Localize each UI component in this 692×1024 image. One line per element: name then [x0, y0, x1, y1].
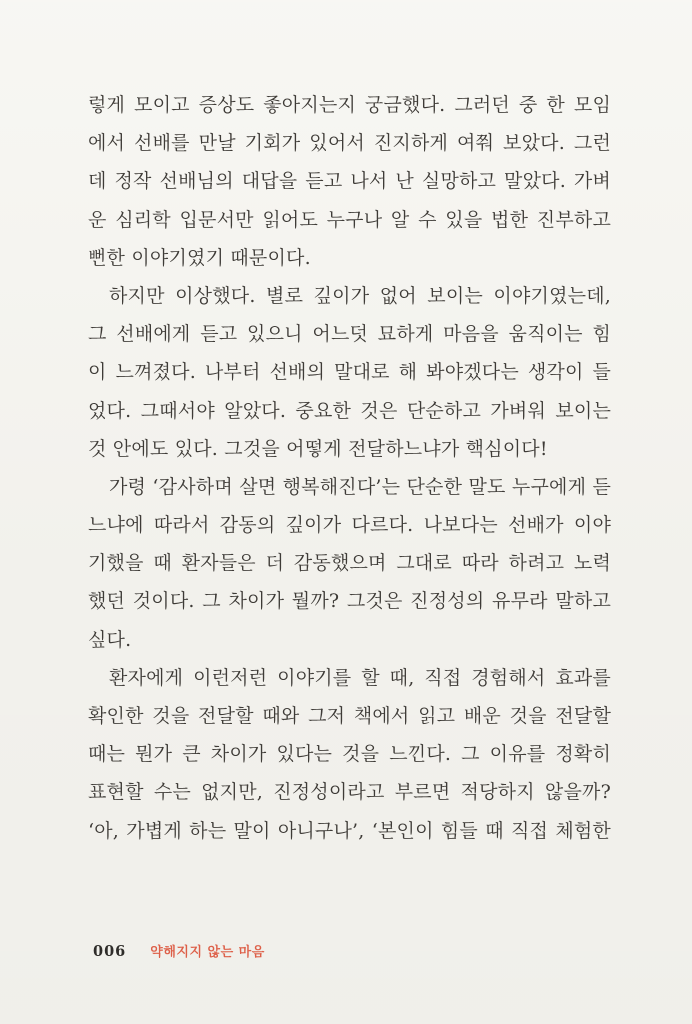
- text-line: 이 느껴졌다. 나부터 선배의 말대로 해 봐야겠다는 생각이 들: [88, 361, 611, 384]
- text-line: 표현할 수는 없지만, 진정성이라고 부르면 적당하지 않을까?: [88, 781, 611, 804]
- text-line: 운 심리학 입문서만 읽어도 누구나 알 수 있을 법한 진부하고: [88, 208, 611, 231]
- text-line: 에서 선배를 만날 기회가 있어서 진지하게 여쭤 보았다. 그런: [88, 132, 611, 155]
- footer: [93, 941, 265, 960]
- text-block: [88, 86, 611, 850]
- text-line: 그 선배에게 듣고 있으니 어느덧 묘하게 마음을 움직이는 힘: [88, 323, 611, 346]
- text-line: 싶다.: [88, 628, 132, 651]
- text-line: 것 안에도 있다. 그것을 어떻게 전달하느냐가 핵심이다!: [88, 437, 548, 460]
- text-line: 했던 것이다. 그 차이가 뭘까? 그것은 진정성의 유무라 말하고: [88, 590, 611, 613]
- text-line: 느냐에 따라서 감동의 깊이가 다르다. 나보다는 선배가 이야: [88, 514, 611, 537]
- text-line: 었다. 그때서야 알았다. 중요한 것은 단순하고 가벼워 보이는: [88, 399, 611, 422]
- text-line: ‘아, 가볍게 하는 말이 아니구나’, ‘본인이 힘들 때 직접 체험한: [88, 819, 611, 842]
- page-number: 006: [93, 943, 127, 960]
- text-line: 데 정작 선배님의 대답을 듣고 나서 난 실망하고 말았다. 가벼: [88, 170, 611, 193]
- text-line: 가령 ‘감사하며 살면 행복해진다’는 단순한 말도 누구에게 듣: [109, 475, 611, 498]
- text-line: 때는 뭔가 큰 차이가 있다는 것을 느낀다. 그 이유를 정확히: [88, 743, 611, 766]
- text-line: 렇게 모이고 증상도 좋아지는지 궁금했다. 그러던 중 한 모임: [88, 94, 611, 116]
- text-line: 확인한 것을 전달할 때와 그저 책에서 읽고 배운 것을 전달할: [88, 705, 611, 727]
- text-line: 하지만 이상했다. 별로 깊이가 없어 보이는 이야기였는데,: [109, 284, 611, 307]
- book-title: 약해지지 않는 마음: [150, 945, 265, 960]
- text-line: 기했을 때 환자들은 더 감동했으며 그대로 따라 하려고 노력: [88, 552, 611, 575]
- text-line: 뻔한 이야기였기 때문이다.: [88, 246, 311, 269]
- text-line: 환자에게 이런저런 이야기를 할 때, 직접 경험해서 효과를: [109, 666, 611, 689]
